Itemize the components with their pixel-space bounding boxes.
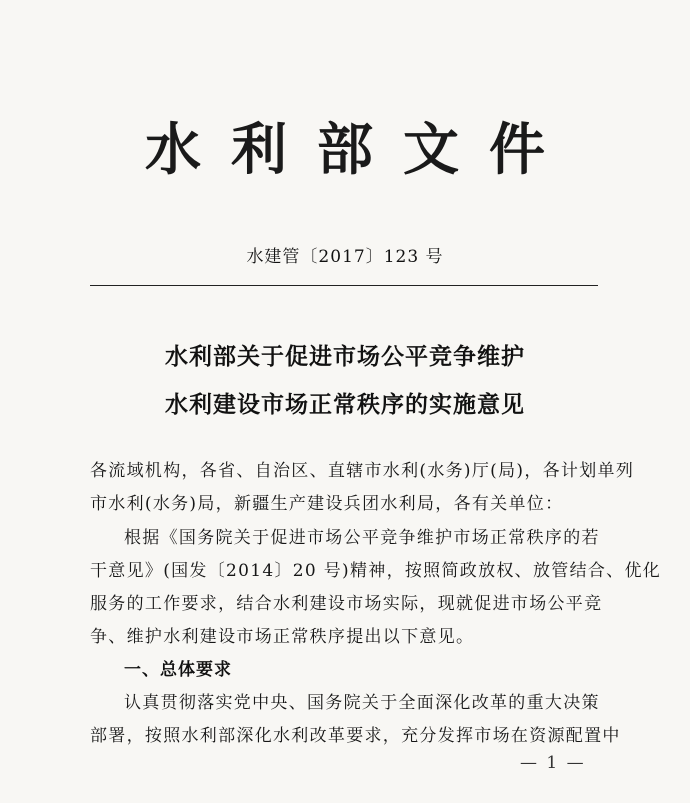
preamble-line-2: 干意见》(国发〔2014〕20 号)精神，按照简政放权、放管结合、优化 (90, 561, 662, 581)
section-1-line-1: 认真贯彻落实党中央、国务院关于全面深化改革的重大决策 (124, 693, 600, 713)
issuer-title: 水利部文件 (145, 117, 575, 183)
addressee-line-1: 各流域机构，各省、自治区、直辖市水利(水务)厅(局)，各计划单列 (90, 461, 635, 481)
document-heading-line-2: 水利建设市场正常秩序的实施意见 (165, 392, 525, 418)
preamble-line-3: 服务的工作要求，结合水利建设市场实际，现就促进市场公平竞 (90, 594, 603, 614)
document-heading-line-1: 水利部关于促进市场公平竞争维护 (165, 344, 525, 370)
preamble-line-4: 争、维护水利建设市场正常秩序提出以下意见。 (90, 627, 475, 647)
section-1-line-2: 部署，按照水利部深化水利改革要求，充分发挥市场在资源配置中 (90, 726, 621, 746)
header-divider (90, 285, 598, 286)
addressee-line-2: 市水利(水务)局，新疆生产建设兵团水利局，各有关单位： (90, 494, 564, 514)
page-number: — 1 — (520, 753, 586, 773)
preamble-line-1: 根据《国务院关于促进市场公平竞争维护市场正常秩序的若 (124, 528, 600, 548)
document-number: 水建管〔2017〕123 号 (246, 247, 444, 267)
section-1-title: 一、总体要求 (124, 660, 232, 680)
